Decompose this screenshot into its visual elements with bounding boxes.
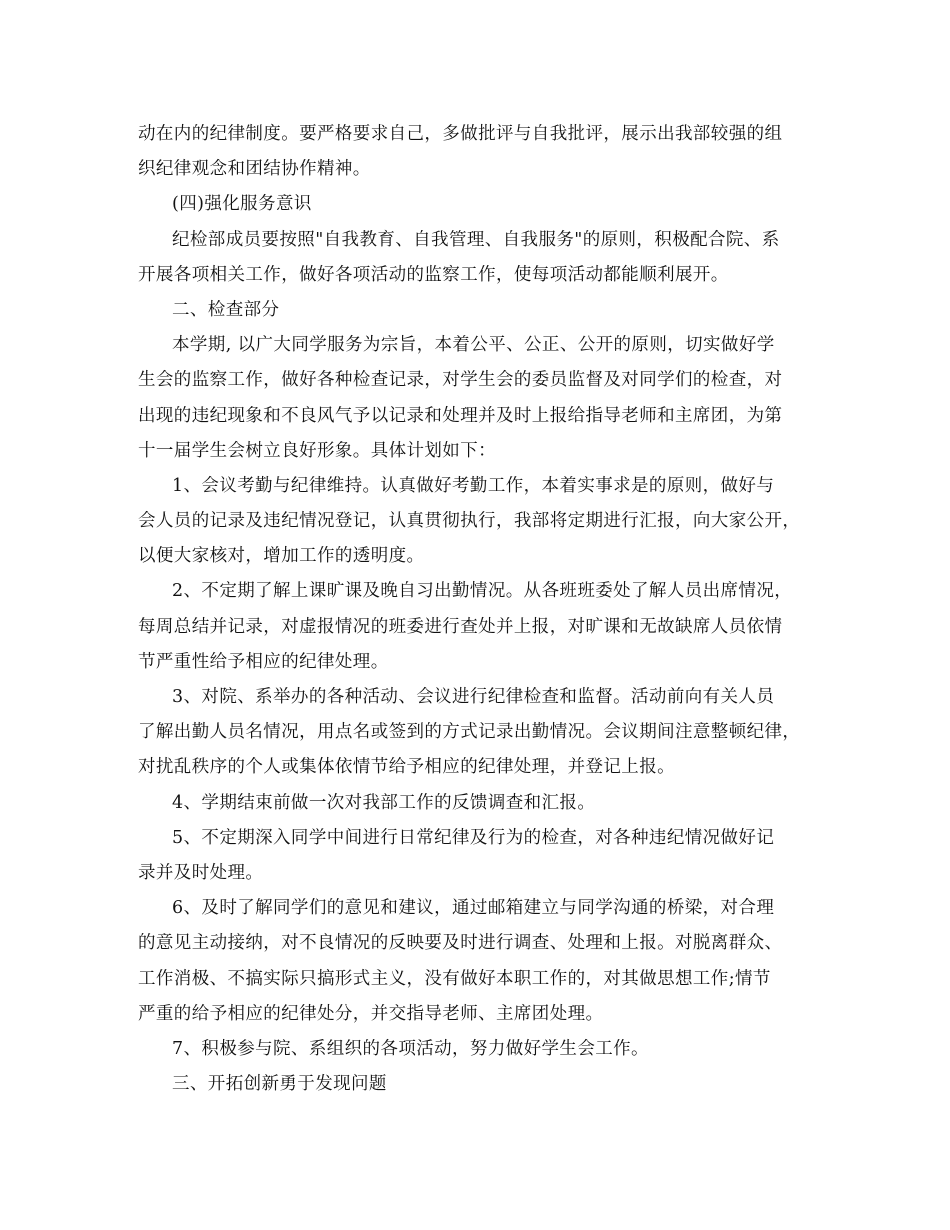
text-line: 对扰乱秩序的个人或集体依情节给予相应的纪律处理，并登记上报。 — [138, 757, 675, 778]
list-item: 4、学期结束前做一次对我部工作的反馈调查和汇报。 — [172, 792, 596, 813]
list-item: 5、不定期深入同学中间进行日常纪律及行为的检查，对各种违纪情况做好记 — [172, 827, 775, 848]
text-line: 动在内的纪律制度。要严格要求自己，多做批评与自我批评，展示出我部较强的组 — [138, 124, 783, 144]
text-line: 十一届学生会树立良好形象。具体计划如下： — [138, 440, 496, 461]
list-item: 3、对院、系举办的各种活动、会议进行纪律检查和监督。活动前向有关人员 — [172, 687, 775, 707]
text-line: 会人员的记录及违纪情况登记，认真贯彻执行，我部将定期进行汇报，向大家公开， — [138, 511, 801, 532]
text-line: 了解出勤人员名情况，用点名或签到的方式记录出勤情况。会议期间注意整顿纪律， — [138, 722, 801, 743]
section-heading: 三、开拓创新勇于发现问题 — [172, 1074, 387, 1095]
text-line: 节严重性给予相应的纪律处理。 — [138, 651, 389, 672]
text-line: 开展各项相关工作，做好各项活动的监察工作，使每项活动都能顺利展开。 — [138, 264, 729, 285]
text-line: 织纪律观念和团结协作精神。 — [138, 159, 371, 180]
document-body — [138, 117, 818, 1102]
list-item: 2、不定期了解上课旷课及晚自习出勤情况。从各班班委处了解人员出席情况， — [172, 581, 793, 602]
text-line: 的意见主动接纳，对不良情况的反映要及时进行调查、处理和上报。对脱离群众、 — [138, 933, 783, 954]
text-line: 纪检部成员要按照"自我教育、自我管理、自我服务"的原则，积极配合院、系 — [172, 229, 780, 250]
text-line: 以便大家核对，增加工作的透明度。 — [138, 546, 425, 567]
text-line: 录并及时处理。 — [138, 862, 264, 883]
text-line: 出现的违纪现象和不良风气予以记录和处理并及时上报给指导老师和主席团，为第 — [138, 405, 783, 426]
list-item: 7、积极参与院、系组织的各项活动，努力做好学生会工作。 — [172, 1038, 649, 1059]
section-heading: 二、检查部分 — [172, 299, 280, 320]
list-item: 1、会议考勤与纪律维持。认真做好考勤工作，本着实事求是的原则，做好与 — [172, 475, 775, 496]
text-line: 生会的监察工作，做好各种检查记录，对学生会的委员监督及对同学们的检查，对 — [138, 370, 783, 391]
list-item: 6、及时了解同学们的意见和建议，通过邮箱建立与同学沟通的桥梁，对合理 — [172, 898, 775, 919]
section-heading: (四)强化服务意识 — [172, 194, 312, 215]
text-line: 严重的给予相应的纪律处分，并交指导老师、主席团处理。 — [138, 1003, 604, 1024]
text-line: 本学期, 以广大同学服务为宗旨，本着公平、公正、公开的原则，切实做好学 — [172, 335, 775, 356]
text-line: 工作消极、不搞实际只搞形式主义，没有做好本职工作的，对其做思想工作;情节 — [138, 968, 771, 989]
text-line: 每周总结并记录，对虚报情况的班委进行查处并上报，对旷课和无故缺席人员依情 — [138, 616, 783, 637]
